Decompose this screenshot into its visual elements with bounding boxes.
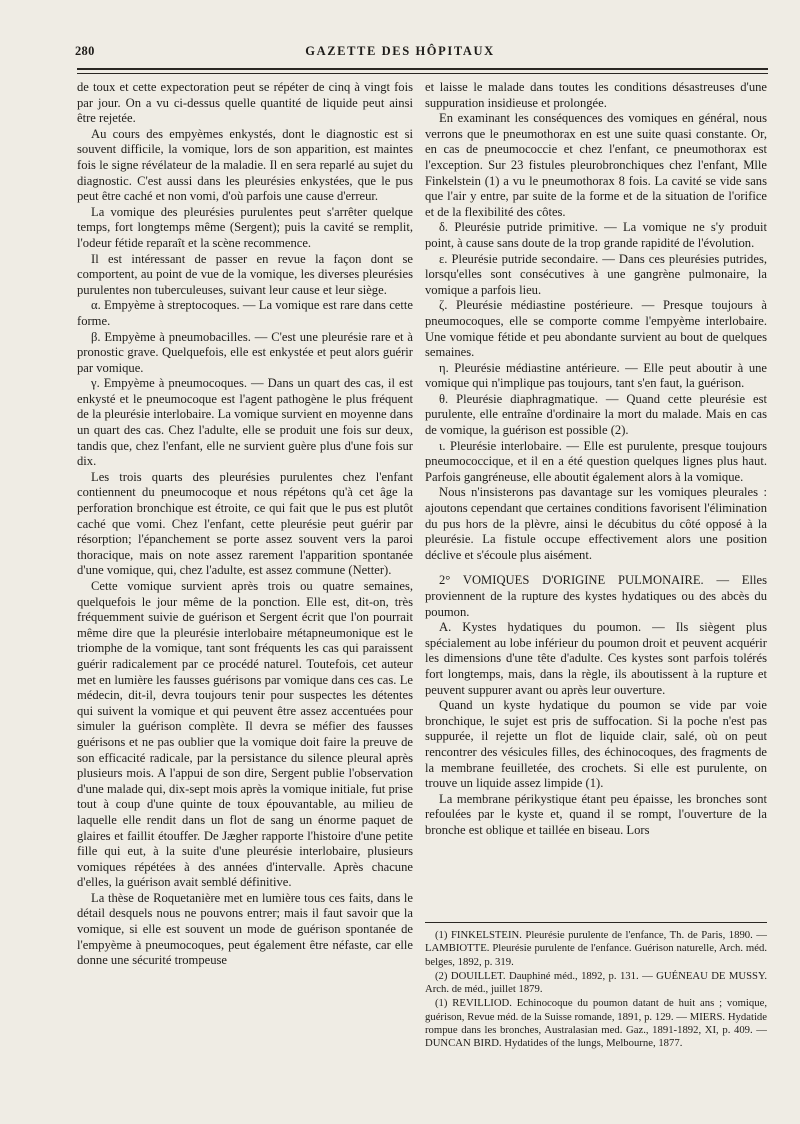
paragraph: et laisse le malade dans toutes les conditions désastreuses d'une suppuration insidieuse et prolongée. (425, 80, 767, 110)
paragraph: δ. Pleurésie putride primitive. — La vomique ne s'y produit point, à cause sans doute de la trop grande rapidité de l'évolution. (425, 220, 767, 250)
footnote: (1) FINKELSTEIN. Pleurésie purulente de l'enfance, Th. de Paris, 1890. — LAMBIOTTE. Pleurésie purulente de l'enfance. Guérison naturelle, Arch. méd. belges, 1892, p. 319. (425, 929, 767, 968)
footnote: (1) REVILLIOD. Echinocoque du poumon datant de huit ans ; vomique, guérison, Revue méd. de la Suisse romande, 1891, p. 129. — MIERS. Hydatide rompue dans les bronches, Australasian med. Gaz., 1891-1892, XI, p. 409. — DUNCAN BIRD. Hydatides of the lungs, Melbourne, 1877. (425, 997, 767, 1050)
paragraph: En examinant les conséquences des vomiques en général, nous verrons que le pneumothorax en est une suite quasi constante. Or, en cas de pneumococcie et chez l'enfant, ce pneumothorax est l'exception. Sur 23 fistules pleurobronchiques chez l'enfant, Mlle Finkelstein (1) a vu le pneumothorax 8 fois. La cavité se vide sans que l'air y entre, par suite de la forme et de la situation de l'orifice et de la flexibilité des côtes. (425, 111, 767, 219)
paragraph: ε. Pleurésie putride secondaire. — Dans ces pleurésies putrides, lorsqu'elles sont consécutives à une gangrène pulmonaire, la vomique a parfois lieu. (425, 251, 767, 297)
paragraph: de toux et cette expectoration peut se répéter de cinq à vingt fois par jour. On a vu ci-dessus quelle quantité de liquide peut ainsi être rejetée. (77, 80, 413, 126)
section-heading-paragraph: 2° VOMIQUES D'ORIGINE PULMONAIRE. — Elles proviennent de la rupture des kystes hydatiques ou des abcès du poumon. (425, 573, 767, 619)
paragraph: La vomique des pleurésies purulentes peut s'arrêter quelque temps, fort longtemps même (Sergent); puis la cavité se remplit, l'odeur fétide reparaît et la scène recommence. (77, 204, 413, 250)
right-column (425, 80, 767, 839)
paragraph: Quand un kyste hydatique du poumon se vide par voie bronchique, le sujet est pris de suffocation. Si la poche n'est pas suppurée, il rejette un flot de liquide clair, salé, où on peut rencontrer des vésicules filles, des échinocoques, des fragments de la membrane feuilletée, des crochets. Si elle est purulente, on trouve un liquide assez limpide (1). (425, 698, 767, 791)
paragraph: Cette vomique survient après trois ou quatre semaines, quelquefois le jour même de la ponction. Elle est, dit-on, très fréquemment suivie de guérison et Sergent écrit que l'on pourrait même dire que la pleurésie interlobaire métapneumonique est le triomphe de la vomique, tant sont fréquents les cas qui paraissent guérir radicalement par ce procédé naturel. Toutefois, cet auteur met en lumière les fausses guérisons par vomique dans ces cas. Le médecin, dit-il, devra toujours tenir pour suspectes les détentes qui suivent la vomique et qui peuvent être assez accentuées pour simuler la guérison complète. Il devra se méfier des fausses guérisons et ne pas oublier que la vomique doit faire la preuve de son efficacité radicale, par la persistance du silence pleural après plusieurs mois. A l'appui de son dire, Sergent publie l'observation d'une malade qui, dix-sept mois après la vomique initiale, fut prise tout à coup d'une quinte de toux épouvantable, au milieu de laquelle elle rendit dans un flot de sang un énorme paquet de glaires et faillit étouffer. De Jægher rapporte l'histoire d'une petite fille qui eut, à la suite d'une pleurésie interlobaire, plusieurs vomiques répétées à des années d'intervalle. Après chacune d'elles, la guérison avait semblé définitive. (77, 579, 413, 890)
paragraph: γ. Empyème à pneumocoques. — Dans un quart des cas, il est enkysté et le pneumocoque est l'agent pathogène le plus fréquent de la pleurésie interlobaire. La vomique survient en moyenne dans un quart des cas. Chez l'adulte, elle se produit une fois sur deux, tandis que, chez l'enfant, elle ne survient guère plus d'une fois sur dix. (77, 376, 413, 469)
footnotes (425, 929, 767, 1051)
paragraph: ζ. Pleurésie médiastine postérieure. — Presque toujours à pneumocoques, elle se comporte comme l'empyème interlobaire. Une vomique fétide et peu abondante survient au bout de quelques semaines. (425, 298, 767, 360)
paragraph: Les trois quarts des pleurésies purulentes chez l'enfant contiennent du pneumocoque et nous répétons qu'à cet âge la perforation bronchique est étroite, ce qui fait que le pus est plutôt caché que vomi. Chez l'enfant, cette pleurésie peut guérir par résorption; l'épanchement se porte assez souvent vers la paroi thoracique, mais on note assez rarement l'apparition spontanée d'une vomique, qui, chez l'adulte, est assez commune (Netter). (77, 469, 413, 578)
paragraph: α. Empyème à streptocoques. — La vomique est rare dans cette forme. (77, 298, 413, 328)
paragraph: η. Pleurésie médiastine antérieure. — Elle peut aboutir à une vomique qui n'implique pas toujours, tant s'en faut, la guérison. (425, 360, 767, 391)
page-number: 280 (75, 44, 95, 58)
paragraph: β. Empyème à pneumobacilles. — C'est une pleurésie rare et à pronostic grave. Quelquefois, elle est enkystée et peut alors guérir par vomique. (77, 329, 413, 375)
paragraph: Il est intéressant de passer en revue la façon dont se comportent, au point de vue de la vomique, les diverses pleurésies purulentes non tuberculeuses, suivant leur cause et leur siège. (77, 251, 413, 297)
running-title: GAZETTE DES HÔPITAUX (305, 44, 495, 58)
footnote-rule (425, 922, 767, 923)
paragraph: Au cours des empyèmes enkystés, dont le diagnostic est si souvent difficile, la vomique, lors de son apparition, est maintes fois le signe révélateur de la maladie. Il en sera reparlé au sujet du diagnostic. C'est aussi dans les pleurésies enkystées, que le pus peut être caché et non vomi, d'où parfois une cause d'erreur. (77, 126, 413, 204)
header-rule-thin (77, 73, 768, 74)
paragraph: La thèse de Roquetanière met en lumière tous ces faits, dans le détail desquels nous ne pouvons entrer; mais il faut savoir que la vomique, si elle est souvent un mode de guérison spontanée de l'empyème à pneumocoques, peut également être néfaste, car elle donne une sécurité trompeuse (77, 890, 413, 968)
header-rule-thick (77, 68, 768, 70)
paragraph: La membrane périkystique étant peu épaisse, les bronches sont refoulées par le kyste et, quand il se rompt, l'ouverture de la bronche est oblique et taillée en biseau. Lors (425, 791, 767, 837)
paragraph: A. Kystes hydatiques du poumon. — Ils siègent plus spécialement au lobe inférieur du poumon droit et peuvent acquérir les dimensions d'une tête d'adulte. Ces kystes sont parfois tolérés fort longtemps, mais, dans la règle, ils aboutissent à la rupture et peuvent suppurer avant ou après leur ouverture. (425, 620, 767, 697)
paragraph: θ. Pleurésie diaphragmatique. — Quand cette pleurésie est purulente, elle entraîne d'ordinaire la mort du malade. Mais en cas de vomique, la guérison est possible (2). (425, 391, 767, 438)
paragraph: Nous n'insisterons pas davantage sur les vomiques pleurales : ajoutons cependant que certaines conditions favorisent l'élimination du pus hors de la plèvre, ainsi le décubitus du côté opposé à la pleurésie. La fistule occupe effectivement alors une position déclive et s'écoule plus aisément. (425, 485, 767, 562)
left-column (77, 80, 413, 969)
paragraph: ι. Pleurésie interlobaire. — Elle est purulente, presque toujours pneumococcique, et il en a été question quelques lignes plus haut. Parfois gangréneuse, elle aboutit également alors à la vomique. (425, 438, 767, 484)
footnote: (2) DOUILLET. Dauphiné méd., 1892, p. 131. — GUÉNEAU DE MUSSY. Arch. de méd., juillet 1879. (425, 969, 767, 996)
